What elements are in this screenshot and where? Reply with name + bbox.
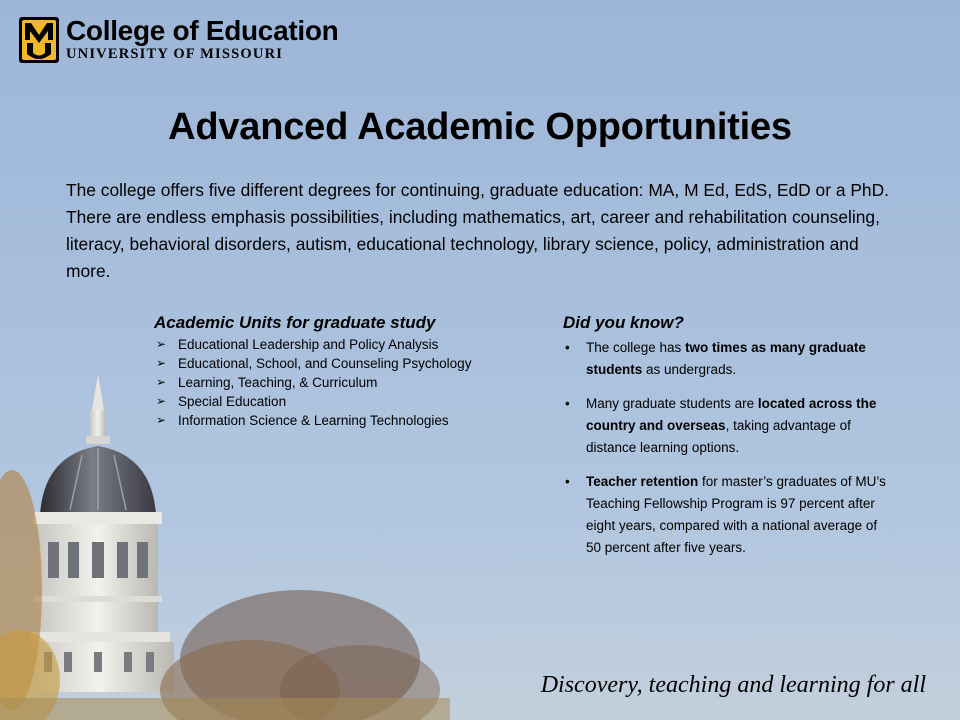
list-item: ➢ Educational, School, and Counseling Psychology [156,356,472,371]
academic-units-section [154,313,524,431]
academic-units-heading: Academic Units for graduate study [154,313,436,332]
bullet-icon: • [565,340,570,355]
mu-shield-icon [18,16,60,64]
list-item: ➢ Special Education [156,394,287,409]
list-item: ➢ Educational Leadership and Policy Analysis [156,337,439,352]
list-item: • The college has two times as many graduate students as undergrads. [563,337,893,381]
arrow-bullet-icon: ➢ [156,375,167,389]
list-item: ➢ Learning, Teaching, & Curriculum [156,375,378,390]
bullet-icon: • [565,474,570,489]
arrow-bullet-icon: ➢ [156,356,167,370]
logo-subtitle: UNIVERSITY OF MISSOURI [66,46,284,62]
college-logo[interactable] [18,16,338,64]
logo-title: College of Education [66,15,339,46]
arrow-bullet-icon: ➢ [156,413,167,427]
did-you-know-section [563,313,893,571]
list-item: ➢ Information Science & Learning Technologies [156,413,449,428]
arrow-bullet-icon: ➢ [156,394,167,408]
did-you-know-heading: Did you know? [563,313,684,332]
mu-logo-mark [18,16,60,64]
arrow-bullet-icon: ➢ [156,337,167,351]
bullet-icon: • [565,396,570,411]
list-item: • Many graduate students are located across the country and overseas, taking advantage of distance learning options. [563,393,893,459]
facts-list [563,337,893,559]
list-item: • Teacher retention for master’s graduates of MU’s Teaching Fellowship Program is 97 percent after eight years, compared with a national average of 50 percent after five years. [563,471,893,559]
academic-units-list [154,336,524,429]
intro-paragraph: The college offers five different degrees for continuing, graduate education: MA, M Ed, EdS, EdD or a PhD. There are endless emphasis possibilities, including mathematics, art, career and rehabilitation counseling, literacy, behavioral disorders, autism, educational technology, library science, policy, administration and more. [66,180,889,281]
slide-title: Advanced Academic Opportunities [168,106,792,148]
tagline: Discovery, teaching and learning for all [540,672,926,698]
